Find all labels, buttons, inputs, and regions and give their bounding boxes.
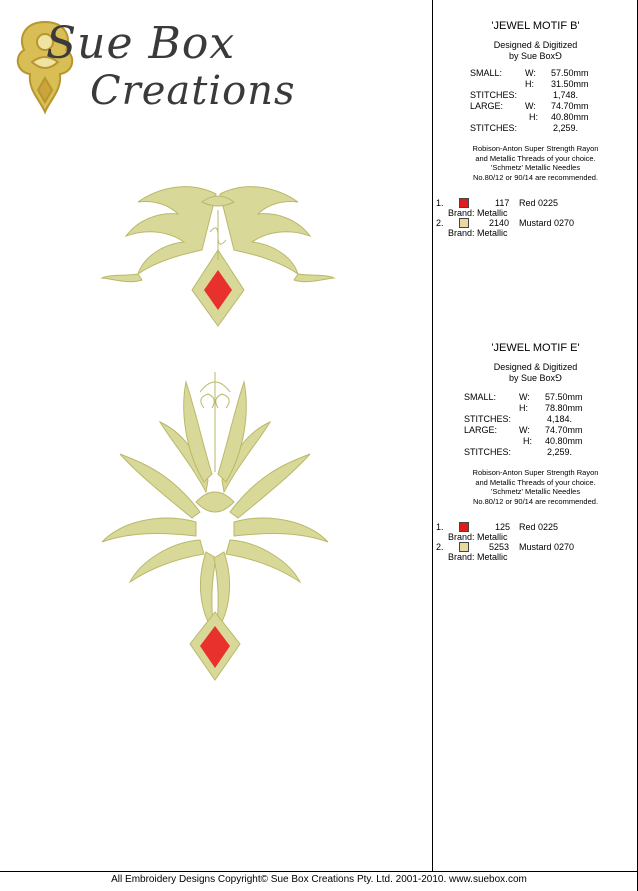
thread-row — [433, 542, 638, 552]
small-height-value: 78.80mm — [545, 403, 583, 413]
note-line: Robison-Anton Super Strength Rayon — [472, 144, 599, 153]
large-height-value: 40.80mm — [545, 436, 583, 446]
width-label: W: — [519, 425, 530, 435]
small-width-row — [433, 392, 638, 403]
thread-brand: Brand: Metallic — [448, 532, 508, 542]
thread-brand-row — [433, 532, 638, 542]
thread-brand: Brand: Metallic — [448, 208, 508, 218]
spec-block-e — [433, 342, 638, 562]
note-line: 'Schmetz' Metallic Needles — [490, 163, 581, 172]
thread-code: 125 — [495, 522, 511, 532]
stitches-label: STITCHES: — [464, 447, 512, 457]
thread-row — [433, 218, 638, 228]
large-width-row — [433, 425, 638, 436]
note-line: No.80/12 or 90/14 are recommended. — [472, 496, 599, 506]
thread-number: 1. — [436, 522, 444, 532]
small-width-value: 57.50mm — [545, 392, 583, 402]
designed-label: Designed & Digitized — [493, 40, 578, 50]
small-height-value: 31.50mm — [551, 79, 589, 89]
small-stitches-row — [433, 414, 638, 425]
large-height-row — [433, 112, 638, 123]
thread-brand-row — [433, 228, 638, 238]
designed-label: Designed & Digitized — [493, 362, 578, 372]
thread-brand: Brand: Metallic — [448, 228, 508, 238]
width-label: W: — [525, 68, 536, 78]
small-stitches-value: 1,748. — [553, 90, 579, 100]
large-width-value: 74.70mm — [545, 425, 583, 435]
designer-label: by Sue Box⅁ — [508, 51, 562, 61]
large-height-row — [433, 436, 638, 447]
designer-label: by Sue Box⅁ — [508, 373, 562, 383]
design-title: 'JEWEL MOTIF E' — [491, 342, 580, 354]
note-line: Robison-Anton Super Strength Rayon — [472, 468, 599, 477]
jewel-motif-b-image — [98, 180, 338, 330]
thread-row — [433, 522, 638, 532]
small-label: SMALL: — [470, 68, 503, 78]
large-label: LARGE: — [464, 425, 498, 435]
thread-notes — [433, 144, 638, 182]
small-width-value: 57.50mm — [551, 68, 589, 78]
note-line: and Metallic Threads of your choice. — [475, 153, 596, 163]
small-stitches-value: 4,184. — [547, 414, 573, 424]
height-label: H: — [529, 112, 538, 122]
spec-block-b — [433, 20, 638, 238]
thread-number: 1. — [436, 198, 444, 208]
width-label: W: — [525, 101, 536, 111]
thread-brand-row — [433, 208, 638, 218]
height-label: H: — [523, 436, 532, 446]
jewel-motif-e-image — [100, 362, 330, 692]
stitches-label: STITCHES: — [470, 90, 518, 100]
large-width-value: 74.70mm — [551, 101, 589, 111]
footer-divider — [0, 871, 638, 872]
thread-code: 117 — [495, 198, 510, 208]
note-line: No.80/12 or 90/14 are recommended. — [472, 172, 599, 182]
height-label: H: — [525, 79, 534, 89]
small-stitches-row — [433, 90, 638, 101]
thread-color-swatch — [459, 218, 469, 228]
large-label: LARGE: — [470, 101, 504, 111]
note-line: and Metallic Threads of your choice. — [475, 477, 596, 487]
thread-name: Mustard 0270 — [519, 542, 575, 552]
stitches-label: STITCHES: — [464, 414, 512, 424]
large-stitches-value: 2,259. — [547, 447, 573, 457]
thread-code: 5253 — [489, 542, 510, 552]
large-stitches-row — [433, 447, 638, 458]
copyright-footer: All Embroidery Designs Copyright© Sue Box Creations Pty. Ltd. 2001-2010. www.suebox.com — [111, 874, 527, 885]
note-line: 'Schmetz' Metallic Needles — [490, 487, 581, 496]
small-width-row — [433, 68, 638, 79]
thread-name: Mustard 0270 — [519, 218, 575, 228]
sue-box-logo — [10, 12, 296, 122]
logo-text-line1: Sue Box — [46, 18, 236, 69]
thread-color-swatch — [459, 542, 469, 552]
large-height-value: 40.80mm — [551, 112, 589, 122]
thread-color-swatch — [459, 522, 469, 532]
small-height-row — [433, 79, 638, 90]
thread-brand: Brand: Metallic — [448, 552, 508, 562]
height-label: H: — [519, 403, 528, 413]
thread-name: Red 0225 — [519, 522, 559, 532]
logo-text-line2: Creations — [90, 68, 296, 114]
large-stitches-row — [433, 123, 638, 134]
thread-color-swatch — [459, 198, 469, 208]
thread-row — [433, 198, 638, 208]
thread-name: Red 0225 — [519, 198, 559, 208]
design-title: 'JEWEL MOTIF B' — [491, 20, 580, 32]
large-stitches-value: 2,259. — [553, 123, 579, 133]
stitches-label: STITCHES: — [470, 123, 518, 133]
thread-number: 2. — [436, 218, 444, 228]
width-label: W: — [519, 392, 530, 402]
small-label: SMALL: — [464, 392, 497, 402]
thread-brand-row — [433, 552, 638, 562]
thread-notes — [433, 468, 638, 506]
large-width-row — [433, 101, 638, 112]
thread-number: 2. — [436, 542, 444, 552]
small-height-row — [433, 403, 638, 414]
thread-code: 2140 — [489, 218, 510, 228]
